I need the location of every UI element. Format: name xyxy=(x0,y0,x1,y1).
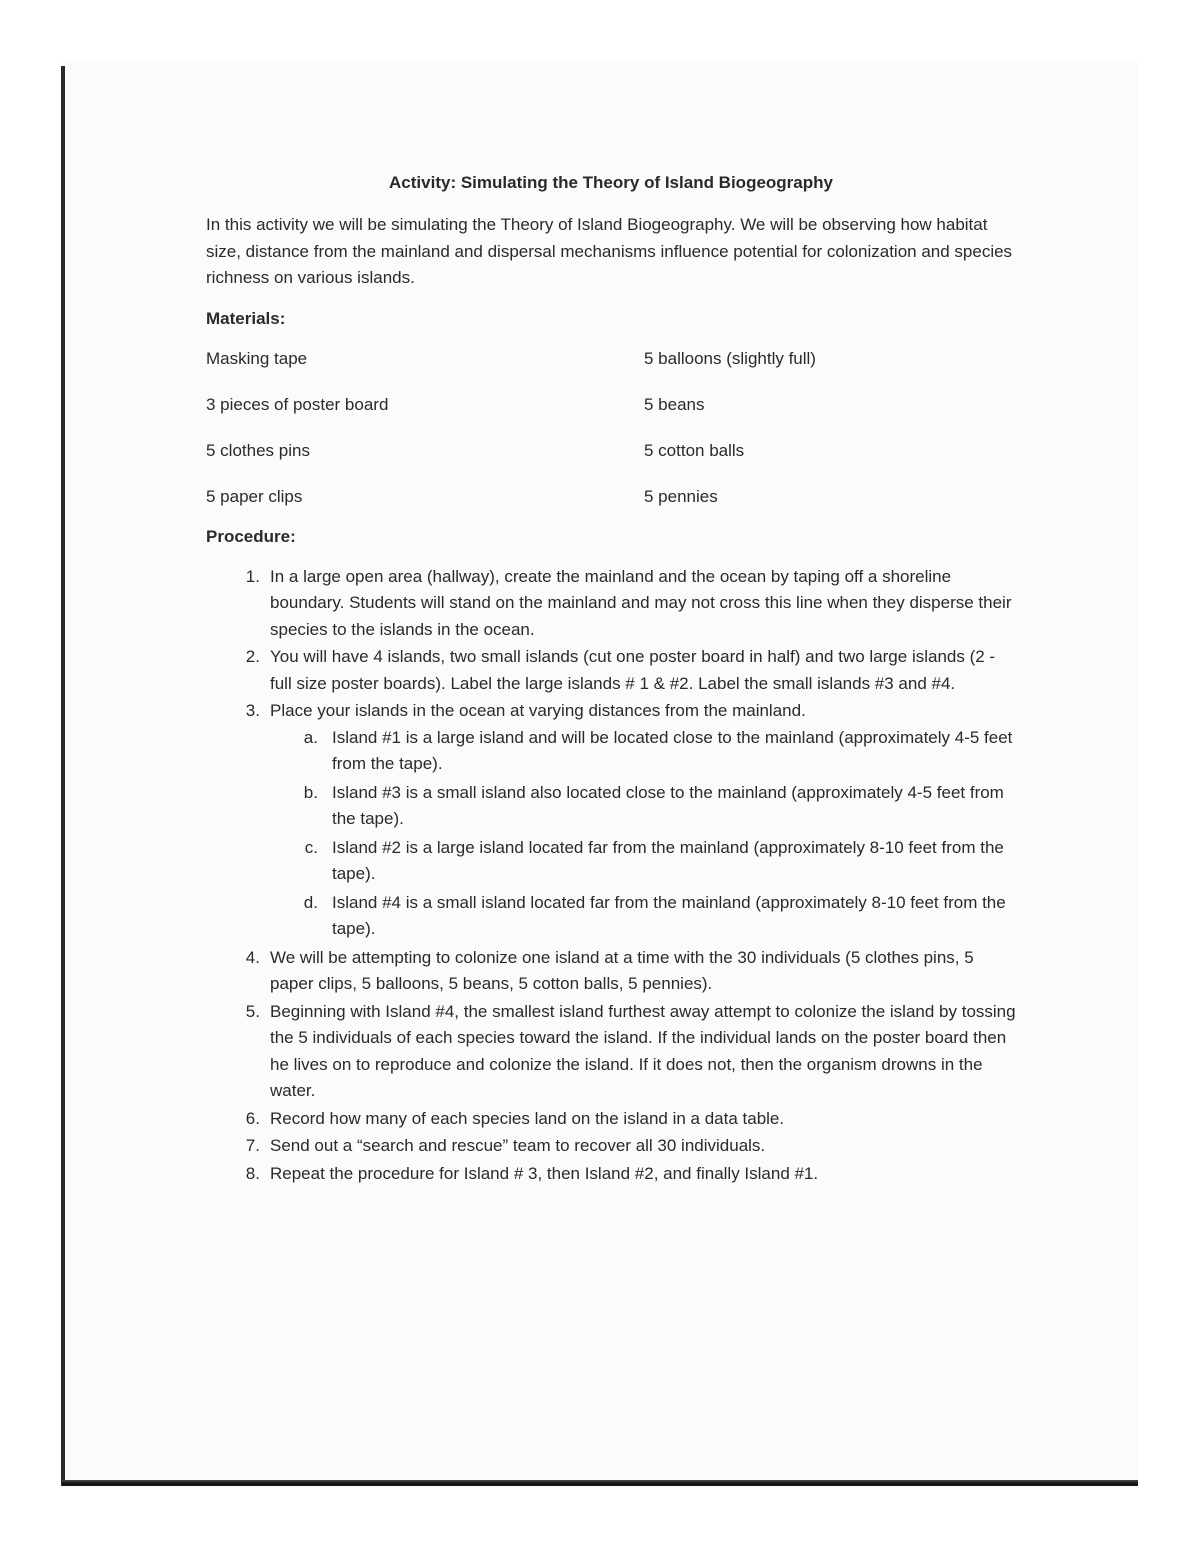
step-text: In a large open area (hallway), create the mainland and the ocean by taping off a shoreline boundary. Students will stand on the mainland and may not cross this line when they disperse their species to the islands in the ocean. xyxy=(270,566,1012,639)
material-item: Masking tape xyxy=(206,348,308,368)
page-title: Activity: Simulating the Theory of Island Biogeography xyxy=(389,173,833,192)
procedure-substep: Island #3 is a small island also located close to the mainland (approximately 4-5 feet from the tape). xyxy=(332,782,1004,828)
page-edge-bottom xyxy=(62,1480,1138,1486)
document-body xyxy=(206,170,1016,1188)
procedure-step xyxy=(270,1133,1016,1160)
material-item: 5 paper clips xyxy=(206,486,303,506)
procedure-step xyxy=(270,698,1016,943)
materials-heading: Materials: xyxy=(206,308,286,328)
material-item: 5 cotton balls xyxy=(644,440,745,460)
procedure-substep: Island #4 is a small island located far from the mainland (approximately 8-10 feet from the tape). xyxy=(332,892,1006,938)
step-text: We will be attempting to colonize one island at a time with the 30 individuals (5 clothes pins, 5 paper clips, 5 balloons, 5 beans, 5 cotton balls, 5 pennies). xyxy=(270,947,974,993)
step-text: Place your islands in the ocean at varying distances from the mainland. xyxy=(270,701,806,720)
materials-list xyxy=(206,346,1016,510)
material-item: 3 pieces of poster board xyxy=(206,394,389,414)
intro-paragraph: In this activity we will be simulating the Theory of Island Biogeography. We will be observing how habitat size, distance from the mainland and dispersal mechanisms influence potential for colonization and species richness on various islands. xyxy=(206,215,1013,287)
procedure-substep: Island #1 is a large island and will be located close to the mainland (approximately 4-5 feet from the tape). xyxy=(332,727,1013,773)
material-item: 5 balloons (slightly full) xyxy=(644,348,816,368)
step-text: Send out a “search and rescue” team to recover all 30 individuals. xyxy=(270,1136,766,1155)
procedure-step xyxy=(270,644,1016,697)
step-text: Repeat the procedure for Island # 3, then Island #2, and finally Island #1. xyxy=(270,1163,819,1183)
procedure-step xyxy=(270,1106,1016,1133)
procedure-step xyxy=(270,945,1016,998)
page-edge-left xyxy=(61,66,65,1486)
step-text: You will have 4 islands, two small islands (cut one poster board in half) and two large islands (2 - full size poster boards). Label the large islands # 1 & #2. Label the small islands #3 and #4. xyxy=(270,647,996,693)
material-item: 5 pennies xyxy=(644,486,718,506)
material-item: 5 beans xyxy=(644,394,705,414)
procedure-heading: Procedure: xyxy=(206,526,296,546)
procedure-list xyxy=(206,564,1016,1188)
step-text: Record how many of each species land on the island in a data table. xyxy=(270,1108,785,1128)
procedure-step xyxy=(270,999,1016,1105)
procedure-step xyxy=(270,1161,1016,1188)
procedure-step xyxy=(270,564,1016,644)
material-item: 5 clothes pins xyxy=(206,440,310,460)
step-text: Beginning with Island #4, the smallest island furthest away attempt to colonize the island by tossing the 5 individuals of each species toward the island. If the individual lands on the poster board then he lives on to reproduce and colonize the island. If it does not, then the organism drowns in the water. xyxy=(270,1001,1016,1100)
procedure-substep: Island #2 is a large island located far from the mainland (approximately 8-10 feet from the tape). xyxy=(332,837,1004,883)
substep-list xyxy=(270,725,1016,943)
